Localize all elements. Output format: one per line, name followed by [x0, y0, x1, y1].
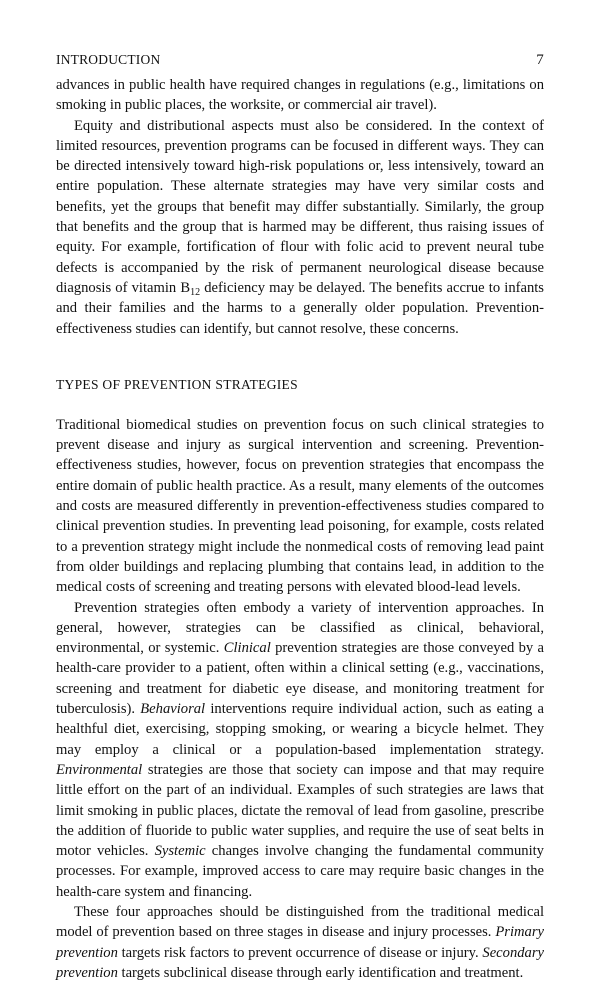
term-secondary-prevention: Secondary prevention [56, 944, 544, 981]
paragraph-text-part: deficiency may be delayed. The benefits accrue to infants and their families and the harms to a generally older population. Prevention-effectiveness studies can identify, but cannot resolve, these concerns. [56, 279, 544, 337]
paragraph-text-part: strategies are those that society can impose and that may require little effort on the part of an individual. Examples of such strategies are laws that limit smoking in public places, dictate the removal of lead from gasoline, prescribe the addition of fluoride to public water supplies, and require the use of seat belts in motor vehicles. [56, 761, 544, 860]
term-primary-prevention: Primary prevention [56, 924, 544, 961]
paragraph-text-part: targets risk factors to prevent occurrence of disease or injury. [117, 944, 483, 961]
paragraph-text-part: prevention strategies are those conveyed by a health-care provider to a patient, often within a clinical setting (e.g., vaccinations, screening and treatment for diabetic eye disease, and monitoring treatment for tuberculosis). [56, 640, 545, 718]
paragraph-medical-model [56, 902, 544, 983]
paragraph-text-part: Prevention strategies often embody a variety of intervention approaches. In general, however, strategies can be classified as clinical, behavioral, environmental, or systemic. [56, 599, 544, 657]
subscript-12: 12 [190, 286, 201, 298]
book-page [56, 52, 544, 983]
term-systemic: Systemic [154, 843, 206, 860]
page-number: 7 [536, 52, 544, 68]
paragraph-continued [56, 75, 544, 116]
paragraph-text-part: changes involve changing the fundamental community processes. For example, improved access to care may require basic changes in the health-care system and financing. [56, 843, 544, 900]
paragraph-equity [56, 116, 544, 339]
term-clinical: Clinical [223, 640, 271, 657]
section-heading: TYPES OF PREVENTION STRATEGIES [56, 376, 298, 392]
paragraph-text-part: targets subclinical disease through early identification and treatment. [117, 964, 524, 981]
paragraph-strategy-types [56, 598, 544, 902]
running-header [56, 52, 544, 69]
term-behavioral: Behavioral [140, 701, 206, 718]
paragraph-text: Traditional biomedical studies on prevention focus on such clinical strategies to prevent disease and injury as surgical intervention and screening. Prevention-effectiveness studies, however, focus on prevention strategies that encompass the entire domain of public health practice. As a result, many elements of the outcomes and costs are measured differently in prevention-effectiveness studies compared to clinical prevention studies. In preventing lead poisoning, for example, costs related to a prevention strategy might include the nonmedical costs of removing lead paint from older buildings and replacing plumbing that contains lead, in addition to the medical costs of screening and treating persons with elevated blood-lead levels. [56, 416, 544, 596]
paragraph-text: advances in public health have required changes in regulations (e.g., limitations on smoking in public places, the worksite, or commercial air travel). [56, 77, 544, 114]
paragraph-traditional-studies [56, 415, 544, 598]
term-environmental: Environmental [56, 761, 143, 778]
paragraph-text-part: Equity and distributional aspects must also be considered. In the context of limited resources, prevention programs can be focused in different ways. They can be directed intensively toward high-risk populations or, less intensively, toward an entire population. These alternate strategies may have very similar costs and benefits, yet the groups that benefit may differ substantially. Similarly, the group that benefits and the group that is harmed may be different, thus raising issues of equity. For example, fortification of flour with folic acid to prevent neural tube defects is accompanied by the risk of permanent neurological disease because diagnosis of vitamin B [56, 117, 544, 296]
paragraph-text-part: interventions require individual action, such as eating a healthful diet, exercising, stopping smoking, or wearing a bicycle helmet. They may employ a clinical or a population-based implementation strategy. [56, 701, 544, 758]
chapter-title: INTRODUCTION [56, 52, 161, 67]
paragraph-text-part: These four approaches should be distinguished from the traditional medical model of prevention based on three stages in disease and injury processes. [56, 903, 544, 941]
